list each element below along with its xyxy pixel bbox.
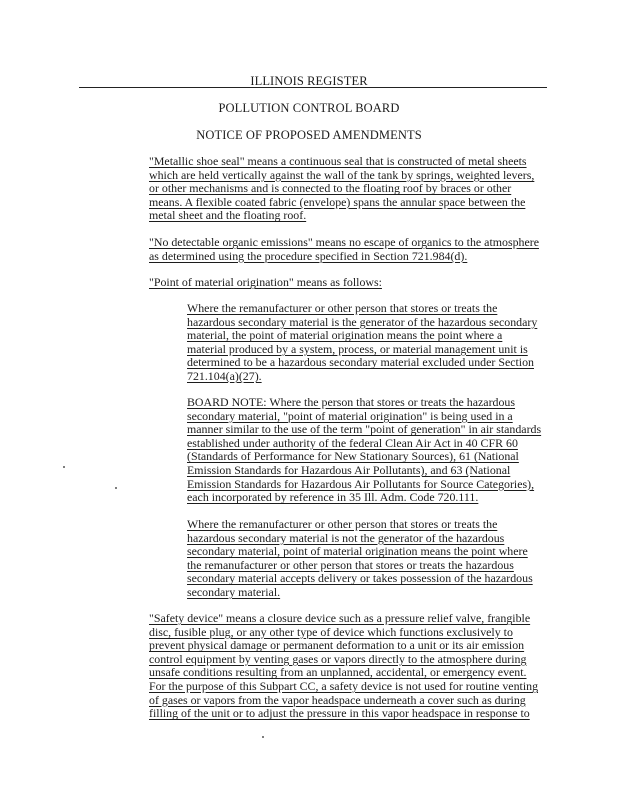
text-line: 721.104(a)(27). [187,368,262,383]
board-note-paragraph [187,396,541,505]
scan-speck [262,736,264,738]
text-line: "Metallic shoe seal" means a continuous seal that is constructed of metal sheets [149,154,527,168]
text-line: hazardous secondary material is the generator of the hazardous secondary [187,314,538,329]
text-line: or other mechanisms and is connected to the floating roof by braces or other [149,181,512,196]
text-line: "Safety device" means a closure device such as a pressure relief valve, frangible [149,611,531,625]
no-detectable-emissions-paragraph [149,236,548,263]
text-line: (Standards of Performance for New Stationary Sources), 61 (National [187,449,519,464]
text-line: Emission Standards for Hazardous Air Pollutants), and 63 (National [187,462,511,477]
text-line: Emission Standards for Hazardous Air Pollutants for Source Categories), [187,476,535,491]
text-line: disc, fusible plug, or any other type of device which functions exclusively to [149,624,513,639]
text-line: of gases or vapors from the vapor headspace underneath a cover such as during [149,692,526,707]
text-line: prevent physical damage or permanent deformation to a unit or its air emission [149,638,525,653]
board-title: POLLUTION CONTROL BOARD [218,101,400,115]
text-line: manner similar to the use of the term "point of generation" in air standards [187,422,542,437]
text-line: hazardous secondary material is not the generator of the hazardous [187,530,505,545]
text-line: unsafe conditions resulting from an unplanned, accidental, or emergency event. [149,665,527,680]
text-line: each incorporated by reference in 35 Ill. Adm. Code 720.111. [187,490,479,505]
text-line: control equipment by venting gases or vapors directly to the atmosphere during [149,651,527,666]
safety-device-paragraph [149,612,548,721]
scan-speck [63,466,65,468]
metallic-shoe-seal-paragraph [149,155,548,223]
notice-title: NOTICE OF PROPOSED AMENDMENTS [196,128,422,142]
text-line: metal sheet and the floating roof. [149,208,307,223]
text-line: secondary material. [187,584,281,599]
text-line: determined to be a hazardous secondary material excluded under Section [187,355,534,370]
text-line: the remanufacturer or other person that stores or treats the hazardous [187,557,514,572]
not-generator-paragraph [187,518,541,600]
text-line: as determined using the procedure specified in Section 721.984(d). [149,248,468,263]
text-line: secondary material, point of material origination means the point where [187,544,528,559]
text-line: means. A flexible coated fabric (envelope) spans the annular space between the [149,194,526,209]
text-line: secondary material accepts delivery or takes possession of the hazardous [187,571,533,586]
header-rule [79,87,547,88]
text-line: Where the remanufacturer or other person that stores or treats the [187,517,498,531]
text-line: which are held vertically against the wall of the tank by springs, weighted levers, [149,167,535,182]
text-line: secondary material, "point of material origination" is being used in a [187,408,513,423]
text-line: For the purpose of this Subpart CC, a safety device is not used for routine venting [149,678,539,693]
point-of-origination-heading [149,276,548,290]
register-title: ILLINOIS REGISTER [250,74,368,88]
generator-paragraph [187,302,541,384]
text-line: "Point of material origination" means as follows: [149,275,382,289]
text-line: established under authority of the federal Clean Air Act in 40 CFR 60 [187,435,518,450]
scan-speck [115,487,117,489]
text-line: "No detectable organic emissions" means no escape of organics to the atmosphere [149,235,539,249]
text-line: material produced by a system, process, or material management unit is [187,341,528,356]
text-line: material, the point of material origination means the point where a [187,328,503,343]
text-line: filling of the unit or to adjust the pressure in this vapor headspace in response to [149,706,530,721]
text-line: Where the remanufacturer or other person that stores or treats the [187,301,498,315]
text-line: BOARD NOTE: Where the person that stores or treats the hazardous [187,395,516,409]
